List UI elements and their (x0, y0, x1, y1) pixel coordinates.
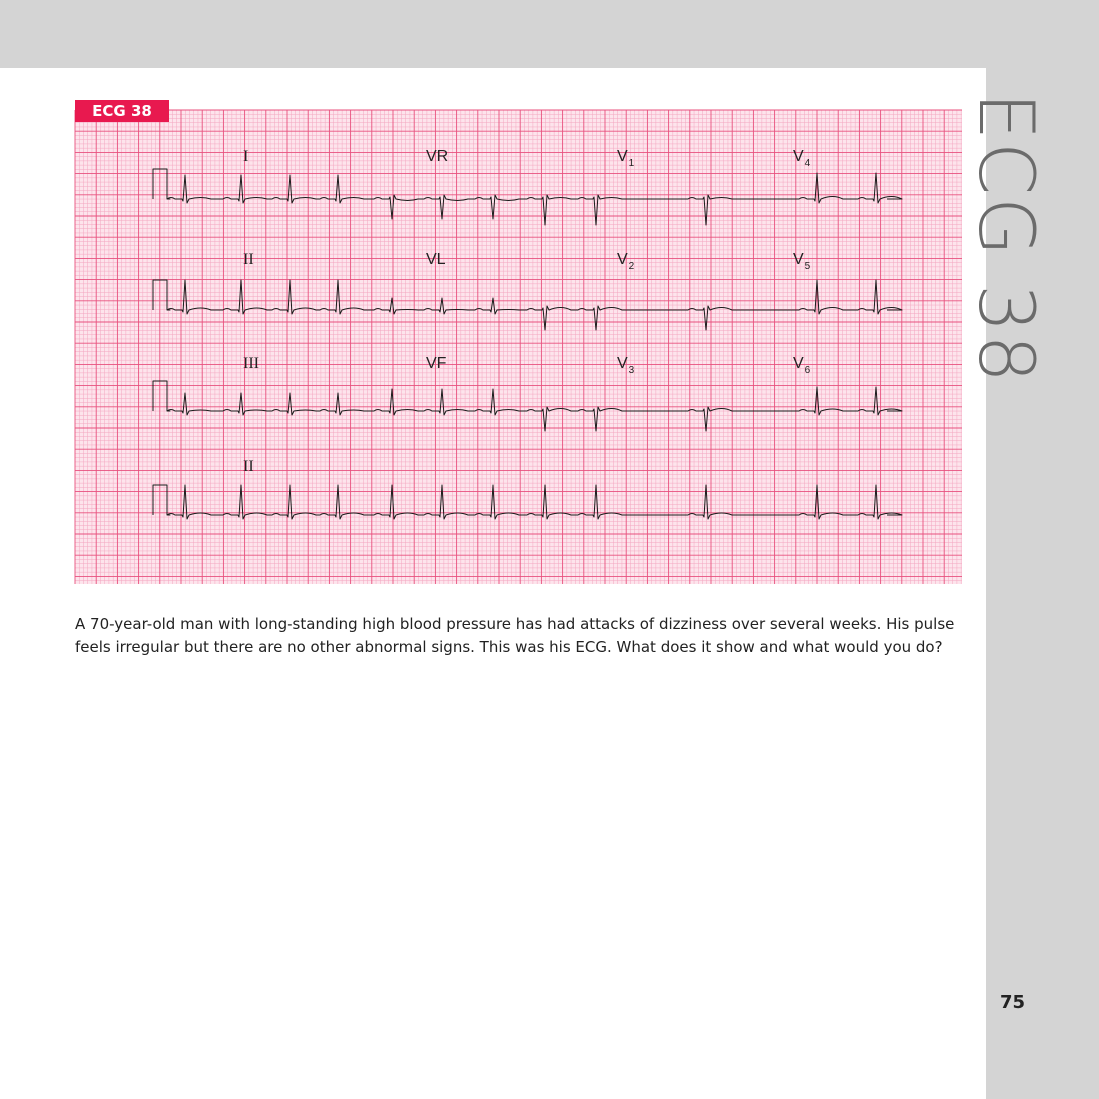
lead-label: $V_4$ (793, 148, 811, 169)
lead-label: $V_5$ (793, 251, 811, 272)
lead-label: $V_2$ (617, 251, 635, 272)
lead-label: VR (426, 148, 449, 165)
side-title: ECG 38 (962, 92, 1051, 385)
lead-label: $V_1$ (617, 148, 635, 169)
ecg-badge: ECG 38 (75, 100, 169, 122)
case-question: A 70-year-old man with long-standing high blood pressure has had attacks of dizziness over several weeks. His pulse feels irregular but there are no other abnormal signs. This was his ECG. What does it show and what would you do? (75, 615, 955, 656)
lead-label: II (243, 251, 254, 268)
page-number: 75 (1000, 992, 1026, 1013)
lead-label: VF (426, 355, 447, 372)
lead-label: II (243, 458, 254, 475)
top-bar (0, 0, 1099, 68)
ecg-strip (75, 110, 962, 584)
lead-label: $V_6$ (793, 355, 811, 376)
lead-label: III (243, 355, 259, 372)
lead-label: VL (426, 251, 446, 268)
lead-label: I (243, 148, 249, 165)
lead-label: $V_3$ (617, 355, 635, 376)
